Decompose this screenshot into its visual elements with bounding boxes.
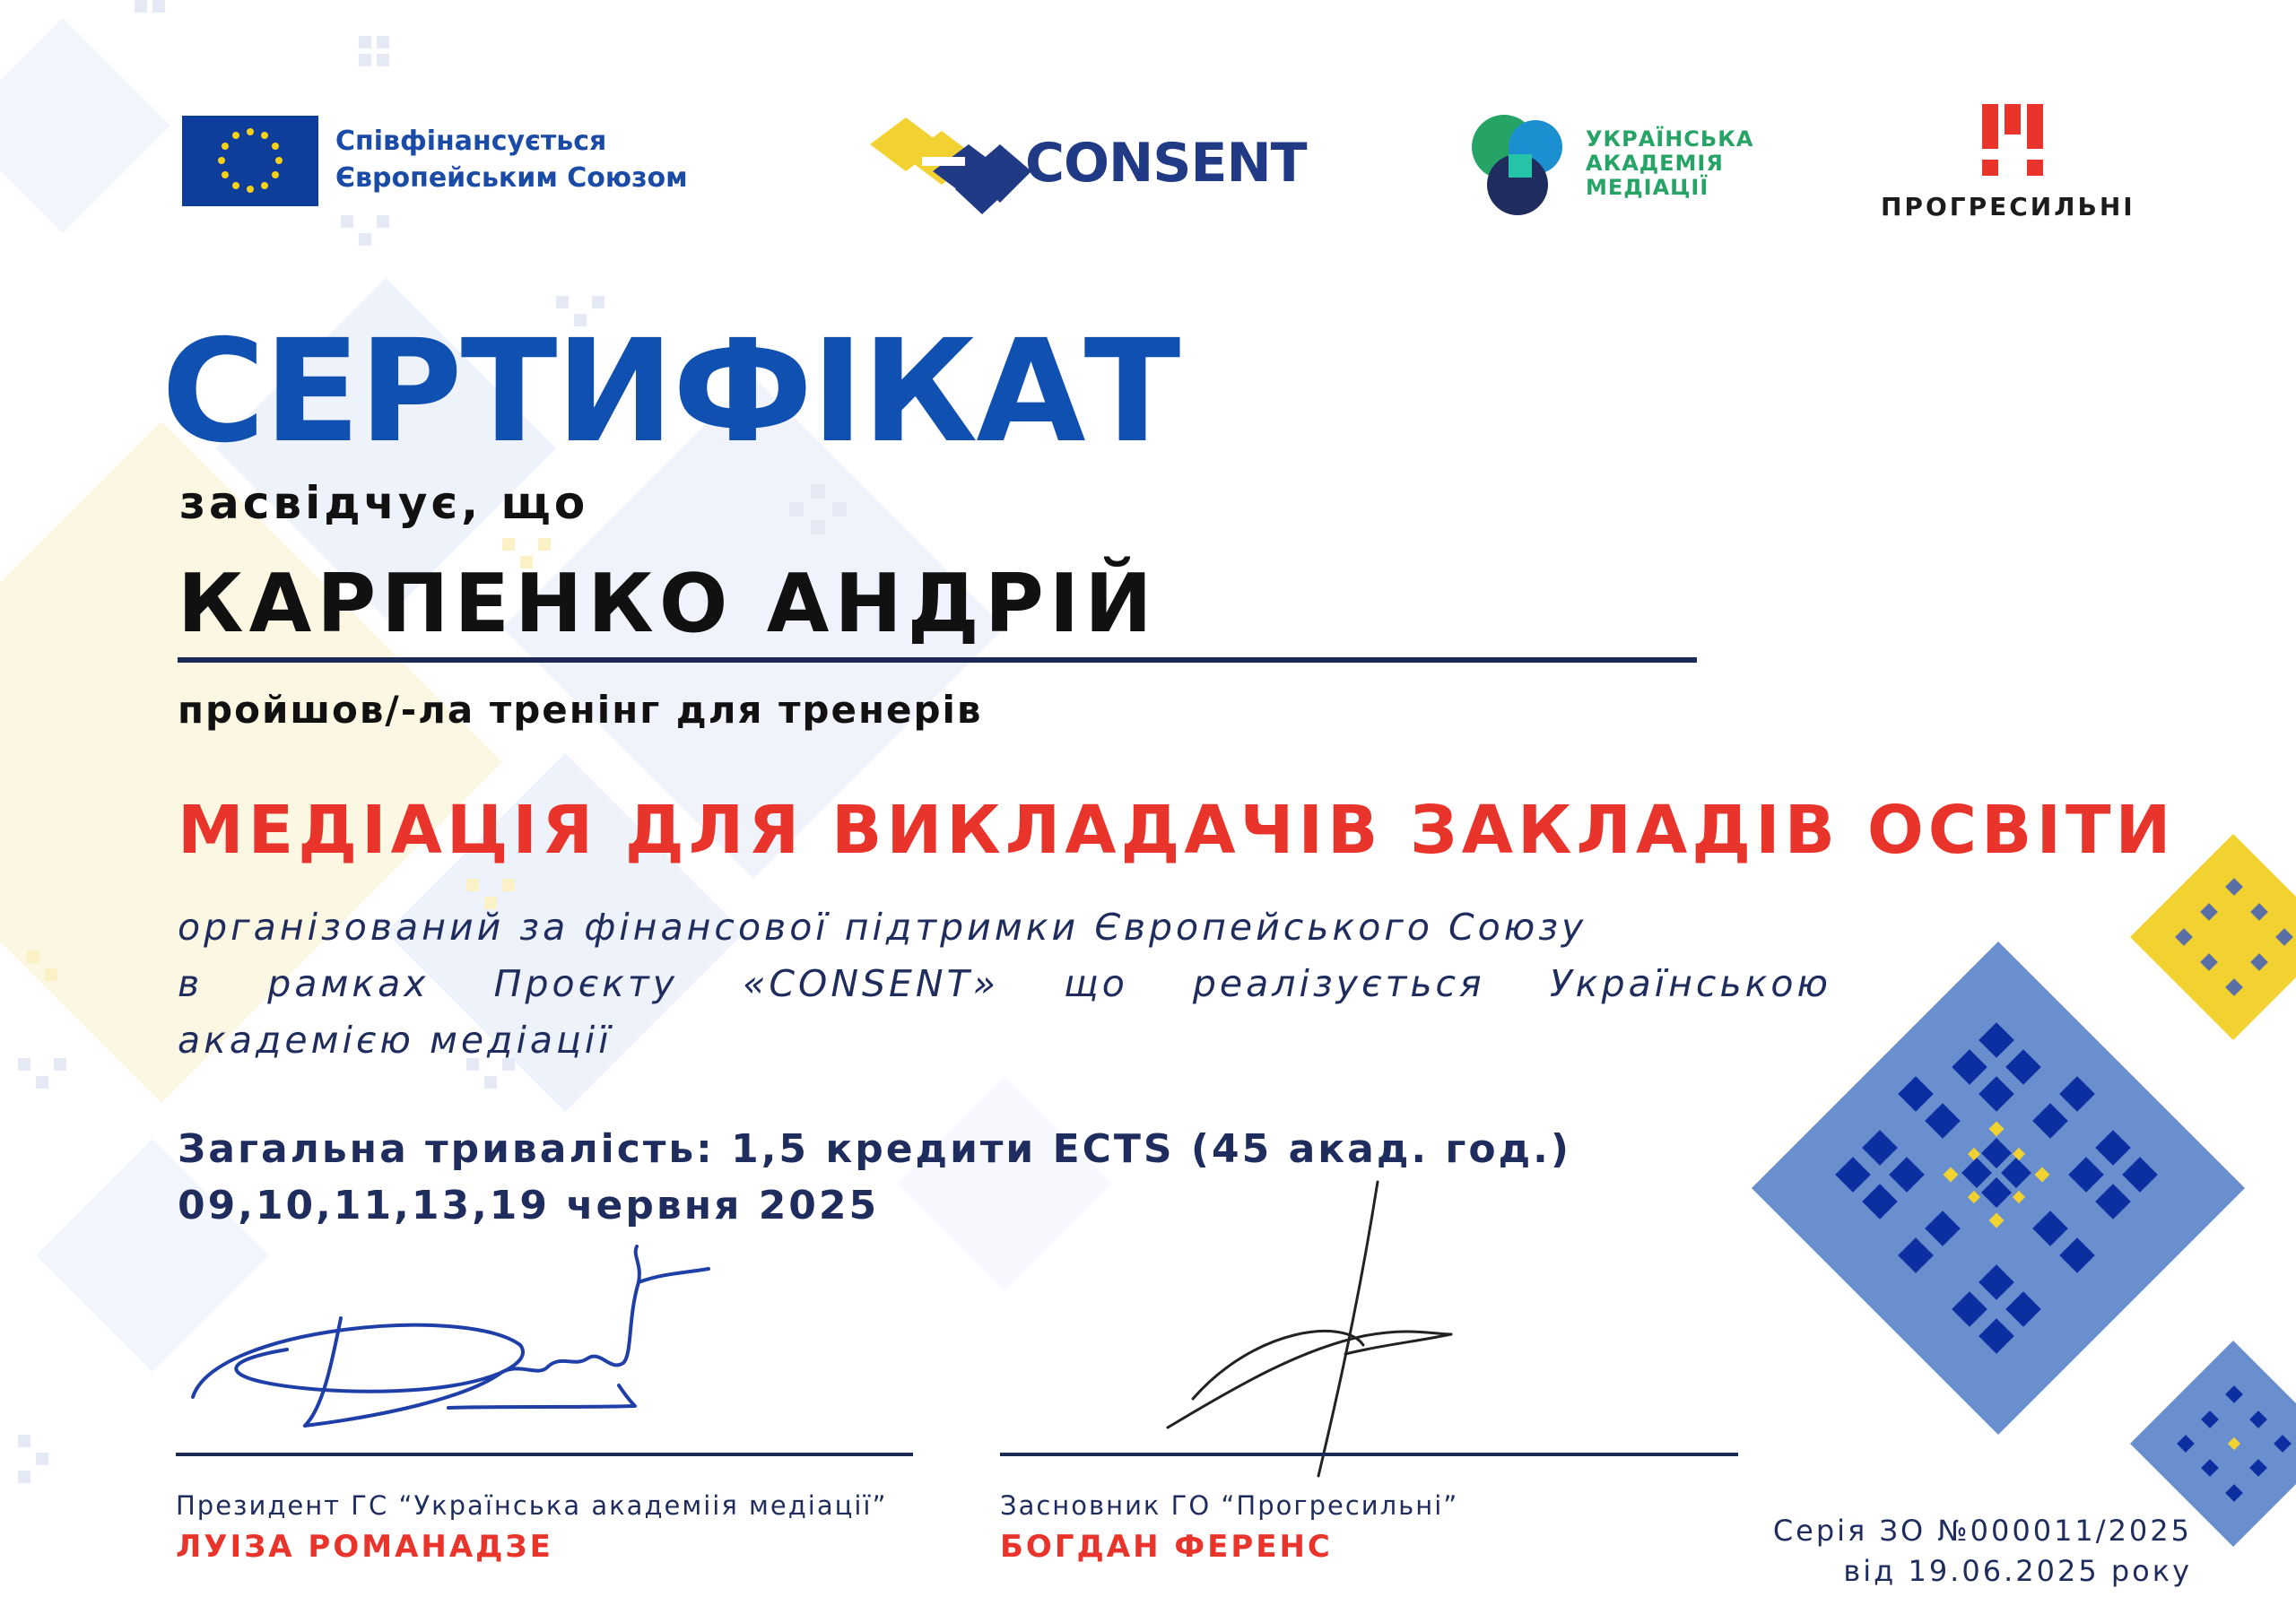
certificate-title: СЕРТИФІКАТ xyxy=(161,309,1179,474)
uam-logo-mark xyxy=(1464,109,1573,219)
consent-logo-text: CONSENT xyxy=(1025,132,1307,195)
signatory-2-name: БОГДАН ФЕРЕНС xyxy=(1000,1529,1333,1565)
eu-cofunded-text xyxy=(335,123,688,196)
uam-text-line3: МЕДІАЦІЇ xyxy=(1586,175,1709,200)
eu-text-line1: Співфінансується xyxy=(335,126,607,157)
uam-text-line1: УКРАЇНСЬКА xyxy=(1586,126,1754,152)
signature-line-2 xyxy=(1000,1453,1738,1456)
certifies-text: засвідчує, що xyxy=(179,477,589,529)
recipient-name: КАРПЕНКО АНДРІЙ xyxy=(178,557,1158,651)
faint-mid-diamond xyxy=(897,1076,1112,1291)
recipient-underline xyxy=(178,657,1697,663)
signatory-1-role: Президент ГС “Українська академіія медіації” xyxy=(176,1490,888,1521)
progresylni-logo-text: ПРОГРЕСИЛЬНІ xyxy=(1881,192,2135,221)
certificate-issue-date: від 19.06.2025 року xyxy=(1843,1554,2192,1588)
eu-stars-icon xyxy=(182,116,318,206)
certificate-serial: Серія ЗО №000011/2025 xyxy=(1772,1514,2192,1548)
uam-text-line2: АКАДЕМІЯ xyxy=(1586,151,1724,176)
description-line-1: організований за фінансової підтримки Європейського Союзу xyxy=(178,906,1587,949)
signature-line-1 xyxy=(176,1453,913,1456)
uam-logo-text xyxy=(1586,127,1753,200)
training-dates: 09,10,11,13,19 червня 2025 xyxy=(178,1183,880,1228)
consent-logo-mark xyxy=(870,117,1031,216)
description-line-2: в рамках Проєкту «CONSENT» що реалізується Українською xyxy=(178,962,1831,1005)
completion-text: пройшов/-ла тренінг для тренерів xyxy=(178,688,983,732)
eu-flag-logo xyxy=(182,116,318,206)
description-line-3: академією медіації xyxy=(178,1019,613,1062)
signatory-2-role: Засновник ГО “Прогресильні” xyxy=(1000,1490,1459,1521)
signatory-1-name: ЛУІЗА РОМАНАДЗЕ xyxy=(176,1529,553,1565)
duration-text: Загальна тривалість: 1,5 кредити ECTS (45 акад. год.) xyxy=(178,1126,1571,1172)
course-title: МЕДІАЦІЯ ДЛЯ ВИКЛАДАЧІВ ЗАКЛАДІВ ОСВІТИ xyxy=(178,792,2176,869)
eu-text-line2: Європейським Союзом xyxy=(335,162,688,194)
progresylni-logo-mark xyxy=(1979,104,2047,179)
faint-corner-diamond xyxy=(0,18,170,233)
